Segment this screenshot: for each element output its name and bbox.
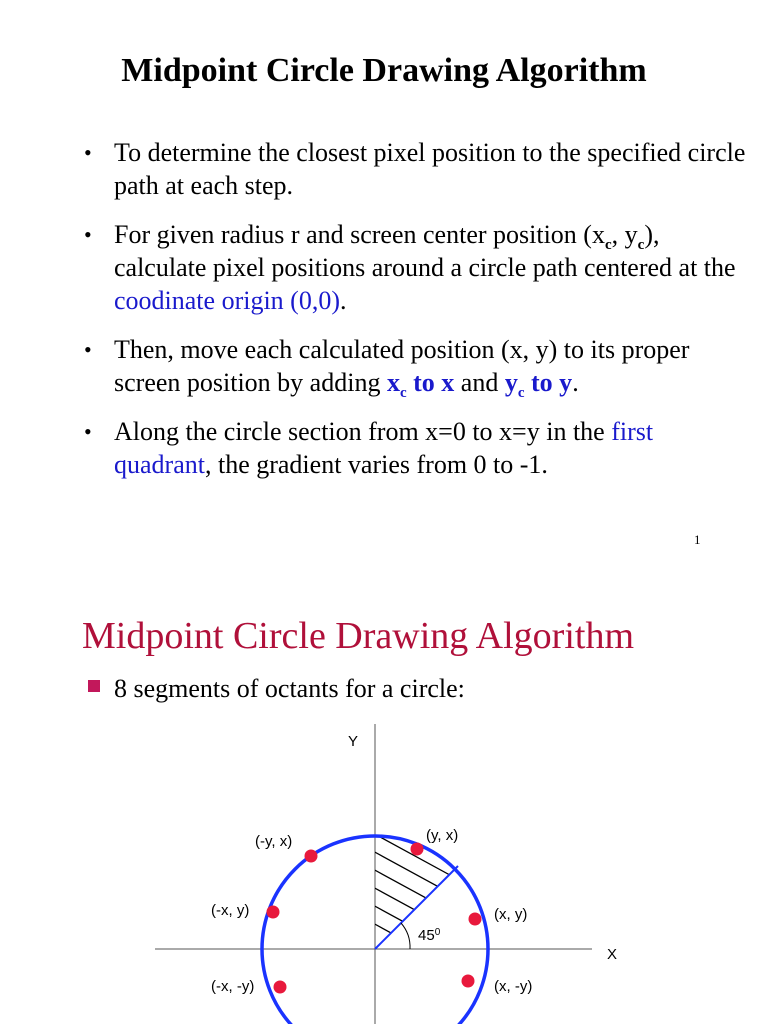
label-neg-y-x: (-y, x) bbox=[255, 833, 293, 850]
angle-label: $45^0$ bbox=[418, 927, 441, 944]
label-neg-x-y: (-x, y) bbox=[211, 902, 250, 919]
label-neg-x-neg-y: (-x, -y) bbox=[211, 978, 255, 995]
label-x-neg-y: (x, -y) bbox=[494, 978, 533, 995]
bullet-text: and bbox=[454, 368, 505, 397]
bullet-dot-icon: • bbox=[84, 140, 92, 165]
slide-2-title: Midpoint Circle Drawing Algorithm bbox=[82, 615, 635, 657]
bullet-text: , the gradient varies from 0 to -1. bbox=[204, 450, 548, 479]
point-y-x bbox=[411, 843, 424, 856]
bullet-item bbox=[84, 415, 754, 481]
bullet-text: For given radius r and screen center position (x bbox=[114, 220, 605, 249]
diagonal-line bbox=[375, 866, 458, 949]
point-neg-x-neg-y bbox=[274, 981, 287, 994]
bullet-dot-icon: • bbox=[84, 337, 92, 362]
subscript: c bbox=[399, 385, 407, 402]
bullet-item bbox=[84, 333, 754, 402]
slide-2 bbox=[0, 576, 768, 1024]
label-y-x: (y, x) bbox=[426, 827, 459, 844]
bullet-text: Along the circle section from x=0 to x=y in the bbox=[114, 417, 612, 446]
subscript: c bbox=[517, 385, 525, 402]
highlight-text: first quadrant bbox=[114, 417, 654, 479]
slide-1-title: Midpoint Circle Drawing Algorithm bbox=[121, 52, 647, 89]
y-axis-label: Y bbox=[348, 733, 359, 750]
bullet-text: , y bbox=[611, 220, 638, 249]
bullet-dot-icon: • bbox=[84, 222, 92, 247]
angle-arc bbox=[401, 923, 410, 949]
highlight-text: y bbox=[504, 368, 518, 397]
bullet-dot-icon: • bbox=[84, 419, 92, 444]
slide-1-bullet-list bbox=[84, 136, 754, 497]
bullet-text: To determine the closest pixel position to the specified circle path at each step. bbox=[114, 138, 746, 200]
bullet-item bbox=[84, 136, 754, 202]
page-number: 1 bbox=[694, 532, 701, 547]
highlight-text: to x bbox=[406, 368, 455, 397]
point-x-y bbox=[469, 913, 482, 926]
bullet-text: . bbox=[340, 286, 347, 315]
subscript: c bbox=[604, 237, 612, 254]
point-x-neg-y bbox=[462, 975, 475, 988]
bullet-text: 8 segments of octants for a circle: bbox=[114, 674, 465, 703]
highlight-text: x bbox=[386, 368, 400, 397]
label-x-y: (x, y) bbox=[494, 906, 528, 923]
bullet-text: . bbox=[572, 368, 579, 397]
point-neg-x-y bbox=[267, 906, 280, 919]
bullet-item bbox=[84, 218, 754, 317]
x-axis-label: X bbox=[607, 946, 618, 963]
bullet-text: Then, move each calculated position (x, y) to its proper screen position by adding bbox=[114, 335, 690, 397]
bullet-text: ), calculate pixel positions around a circle path centered at the bbox=[114, 220, 736, 282]
highlight-text: to y bbox=[524, 368, 573, 397]
subscript: c bbox=[637, 237, 645, 254]
point-neg-y-x bbox=[305, 850, 318, 863]
highlight-text: coodinate origin (0,0) bbox=[114, 286, 340, 315]
octant-diagram bbox=[0, 576, 768, 1024]
